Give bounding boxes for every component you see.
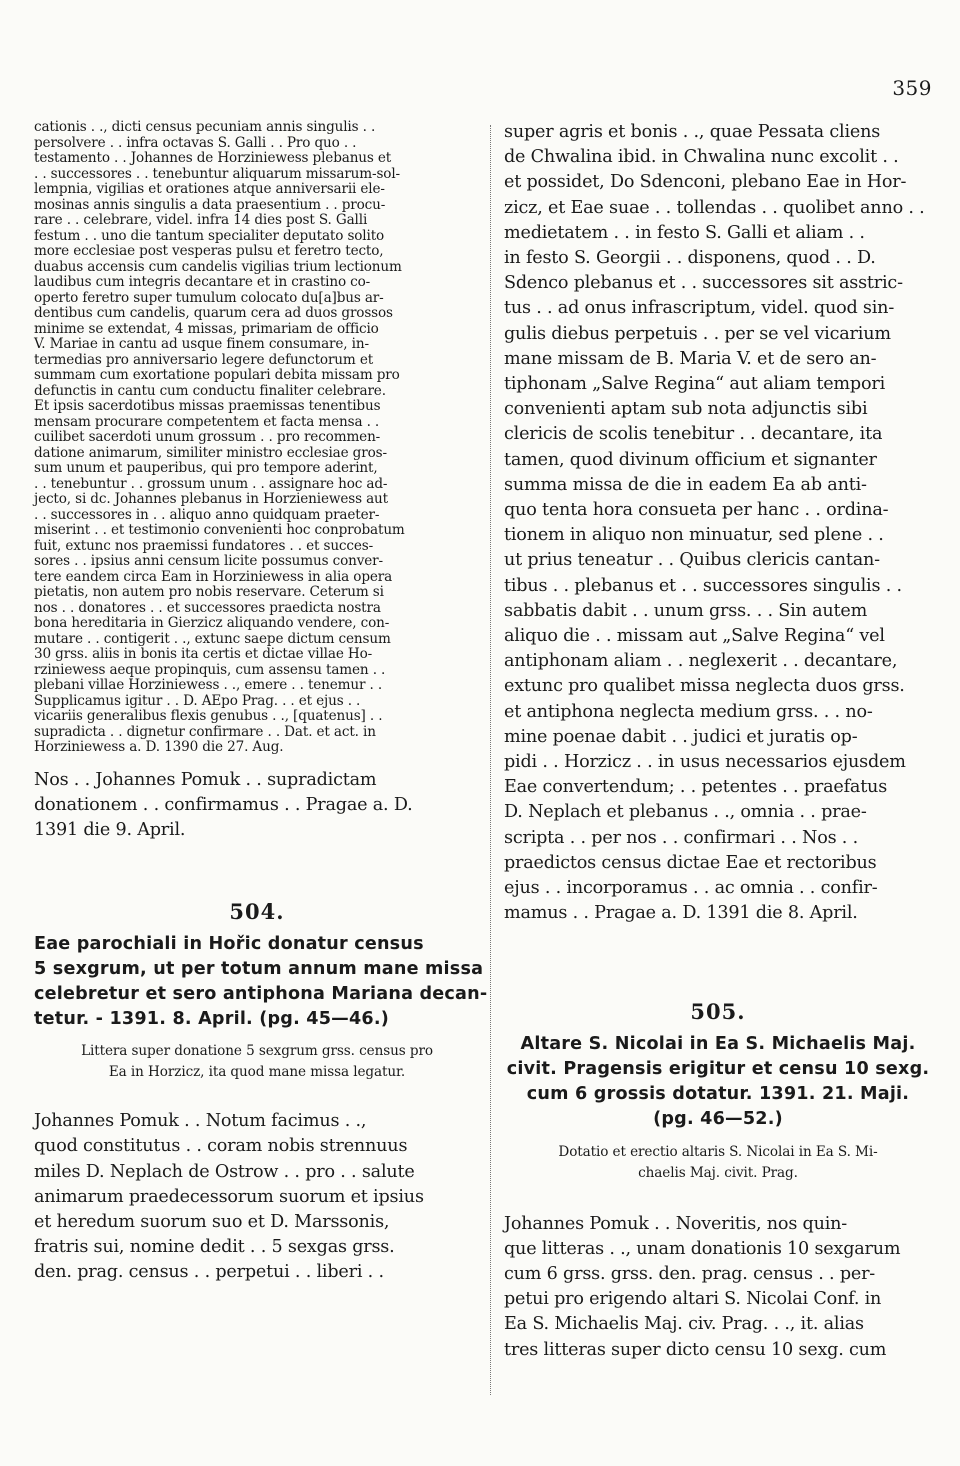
text-line: laudibus cum integris decantare et in crastino co- — [34, 274, 371, 290]
text-line: bona hereditaria in Gierzicz aliquando vendere, con- — [34, 615, 390, 631]
text-line: miles D. Neplach de Ostrow . . pro . . salute — [34, 1161, 415, 1182]
text-line: medietatem . . in festo S. Galli et aliam . . — [504, 222, 865, 243]
text-line: V. Mariae in cantu ad usque finem consumare, in- — [34, 336, 369, 352]
text-line: rare . . celebrare, videl. infra 14 dies post S. Galli — [34, 212, 368, 228]
text-line: jecto, si dc. Johannes plebanus in Horzieniewess aut — [34, 491, 388, 507]
text-line: mane missam de B. Maria V. et de sero an- — [504, 348, 877, 369]
text-line: ejus . . incorporamus . . ac omnia . . confir- — [504, 878, 878, 899]
text-line: animarum praedecessorum suorum et ipsius — [34, 1186, 424, 1207]
page-number: 359 — [892, 76, 932, 100]
column-divider — [490, 125, 491, 1395]
text-line: den. prag. census . . perpetui . . liberi . . — [34, 1262, 384, 1283]
text-line: . . successores in . . aliquo anno quidquam praeter- — [34, 506, 380, 523]
title-line: celebretur et sero antiphona Mariana decan- — [34, 984, 488, 1005]
text-line: Johannes Pomuk . . Notum facimus . ., — [34, 1111, 367, 1132]
text-line: mosinas annis singulis a data praesentium . . procu- — [34, 196, 386, 213]
document-title-504 — [34, 932, 488, 1032]
text-line: gulis diebus perpetuis . . per se vel vicarium — [504, 323, 891, 344]
text-line: Eae convertendum; . . petentes . . praefatus — [504, 777, 888, 798]
text-line: mutare . . contigerit . ., extunc saepe dictum censum — [34, 630, 391, 647]
text-line: mamus . . Pragae a. D. 1391 die 8. April. — [504, 903, 858, 924]
text-line: que litteras . ., unam donationis 10 sexgarum — [504, 1238, 901, 1259]
text-line: pietatis, non autem pro nobis reservare. Ceterum si — [34, 584, 384, 600]
text-line: scripta . . per nos . . confirmari . . Nos . . — [504, 827, 858, 848]
text-line: sabbatis dabit . . unum grss. . . Sin autem — [504, 600, 868, 621]
text-line: mensam procurare competentem et facta mensa . . — [34, 413, 380, 430]
text-line: miserint . . et testimonio convenienti hoc conprobatum — [34, 522, 405, 538]
document-body-504 — [34, 1109, 480, 1285]
text-line: quod constitutus . . coram nobis strennuus — [34, 1136, 408, 1157]
text-line: Et ipsis sacerdotibus missas praemissas tenentibus — [34, 398, 381, 414]
text-line: plebani villae Horziniewess . ., emere . . tenemur . . — [34, 677, 383, 693]
text-line: D. Neplach et plebanus . ., omnia . . prae- — [504, 802, 867, 823]
text-line: Nos . . Johannes Pomuk . . supradictam — [34, 769, 377, 790]
text-line: cationis . ., dicti census pecuniam annis singulis . . — [34, 119, 376, 135]
text-line: tiphonam „Salve Regina“ aut aliam tempori — [504, 374, 886, 395]
title-line: Eae parochiali in Hořic donatur census — [34, 934, 424, 955]
text-line: tibus . . plebanus et . . successores singulis . . — [504, 575, 902, 596]
text-line: operto feretro super tumulum colocato du[a]bus ar- — [34, 289, 384, 306]
text-line: cuilibet sacerdoti unum grossum . . pro recommen- — [34, 429, 381, 445]
right-column — [504, 120, 932, 1363]
text-line: defunctis in cantu cum conductu finaliter celebrare. — [34, 382, 386, 399]
text-line: convenienti aptam sub nota adjunctis sibi — [504, 399, 868, 420]
document-title-505 — [504, 1032, 932, 1132]
text-line: quo tenta hora consueta per hanc . . ordina- — [504, 500, 889, 521]
text-line: pidi . . Horzicz . . in usus necessarios ejusdem — [504, 752, 906, 773]
text-line: sum unum et pauperibus, qui pro tempore aderint, — [34, 460, 378, 476]
text-line: tamen, quod divinum officium et signanter — [504, 449, 877, 470]
text-line: 1391 die 9. April. — [34, 819, 186, 840]
text-line: Sdenco plebanus et . . successores sit asstric- — [504, 273, 903, 294]
title-line: (pg. 46—52.) — [653, 1108, 783, 1129]
title-line: Altare S. Nicolai in Ea S. Michaelis Maj. — [520, 1033, 916, 1054]
text-line: in festo S. Georgii . . disponens, quod . . D. — [504, 248, 876, 269]
text-line: persolvere . . infra octavas S. Galli . . Pro quo . . — [34, 134, 357, 151]
text-line: nos . . donatores . . et successores praedicta nostra — [34, 599, 381, 616]
text-line: tionem in aliquo non minuatur, sed plene . . — [504, 525, 884, 546]
text-line: super agris et bonis . ., quae Pessata cliens — [504, 122, 881, 142]
text-line: summa missa de die in eadem Ea ab anti- — [504, 474, 867, 495]
text-line: Horziniewess a. D. 1390 die 27. Aug. — [34, 739, 284, 755]
text-line: zicz, et Eae suae . . tollendas . . quolibet anno . . — [504, 197, 925, 218]
text-line: rziniewess aeque propinquis, cum assensu tamen . . — [34, 661, 386, 678]
text-line: tus . . ad onus infrascriptum, videl. quod sin- — [504, 298, 895, 319]
left-column — [34, 119, 488, 1286]
text-line: antiphonam aliam . . neglexerit . . decantare, — [504, 651, 898, 672]
confirmation-text — [34, 768, 480, 844]
text-line: ut prius teneatur . . Quibus clericis cantan- — [504, 550, 880, 571]
text-line: cum 6 grss. grss. den. prag. census . . per- — [504, 1263, 876, 1284]
title-line: cum 6 grossis dotatur. 1391. 21. Maji. — [526, 1083, 910, 1104]
text-line: 30 grss. aliis in bonis ita certis et dictae villae Ho- — [34, 646, 373, 662]
text-line: et antiphona neglecta medium grss. . . no- — [504, 701, 873, 722]
text-line: lempnia, vigilias et orationes atque anniversarii ele- — [34, 181, 385, 197]
regest-line: Dotatio et erectio altaris S. Nicolai in Ea S. Mi- — [558, 1143, 878, 1160]
regest-505 — [504, 1142, 932, 1184]
text-line: termedias pro anniversario legere defunctorum et — [34, 351, 374, 368]
regest-504 — [34, 1041, 480, 1083]
text-line: de Chwalina ibid. in Chwalina nunc excolit . . — [504, 147, 899, 168]
text-line: praedictos census dictae Eae et rectoribus — [504, 852, 877, 873]
text-line: vicariis generalibus flexis genubus . ., [quatenus] . . — [34, 708, 383, 724]
title-line: civit. Pragensis erigitur et censu 10 sexg. — [506, 1058, 930, 1079]
text-line: . . tenebuntur . . grossum unum . . assignare hoc ad- — [34, 475, 388, 492]
text-line: duabus accensis cum candelis vigilias trium lectionum — [34, 258, 402, 275]
text-line: Johannes Pomuk . . Noveritis, nos quin- — [504, 1213, 848, 1234]
text-line: tres litteras super dicto censu 10 sexg. cum — [504, 1339, 887, 1360]
text-line: clericis de scolis tenebitur . . decantare, ita — [504, 424, 883, 445]
text-line: more ecclesiae post vesperas pulsu et feretro tecto, — [34, 243, 384, 259]
right-continuation-text — [504, 120, 932, 927]
text-line: minime se extendat, 4 missas, primariam de officio — [34, 320, 379, 337]
text-line: testamento . . Johannes de Horziniewess plebanus et — [34, 150, 392, 166]
left-continuation-text — [34, 120, 480, 756]
text-line: donationem . . confirmamus . . Pragae a. D. — [34, 794, 413, 815]
text-line: supradicta . . dignetur confirmare . . Dat. et act. in — [34, 723, 376, 740]
document-number-505: 505. — [690, 998, 746, 1024]
text-line: fuit, extunc nos praemissi fundatores . . et succes- — [34, 537, 374, 554]
regest-line: chaelis Maj. civit. Prag. — [638, 1164, 798, 1181]
text-line: fratris sui, nomine dedit . . 5 sexgas grss. — [34, 1237, 395, 1258]
text-line: petui pro erigendo altari S. Nicolai Conf. in — [504, 1289, 882, 1310]
text-line: extunc pro qualibet missa neglecta duos grss. — [504, 676, 905, 697]
regest-line: Littera super donatione 5 sexgrum grss. census pro — [81, 1043, 433, 1060]
text-line: . . successores . . tenebuntur aliquarum missarum-sol- — [34, 165, 400, 182]
text-line: tere eandem circa Eam in Horziniewess in alia opera — [34, 568, 393, 585]
title-line: tetur. - 1391. 8. April. (pg. 45—46.) — [34, 1009, 389, 1030]
text-line: et heredum suorum suo et D. Marssonis, — [34, 1211, 390, 1232]
text-line: datione animarum, similiter ministro ecclesiae gros- — [34, 444, 387, 461]
regest-line: Ea in Horzicz, ita quod mane missa legatur. — [108, 1064, 406, 1081]
text-line: mine poenae dabit . . judici et juratis op- — [504, 726, 858, 747]
title-line: 5 sexgrum, ut per totum annum mane missa — [34, 959, 484, 980]
text-line: dentibus cum candelis, quarum cera ad duos grossos — [34, 305, 393, 321]
text-line: Ea S. Michaelis Maj. civ. Prag. . ., it. alias — [504, 1314, 864, 1335]
text-line: festum . . uno die tantum specialiter deputato solito — [34, 227, 385, 244]
text-line: sores . . ipsius anni censum licite possumus conver- — [34, 553, 383, 569]
document-number-504: 504. — [229, 899, 285, 925]
text-line: Supplicamus igitur . . D. AEpo Prag. . . et ejus . . — [34, 692, 361, 709]
document-body-505 — [504, 1212, 932, 1363]
text-line: summam cum exortatione populari debita missam pro — [34, 367, 400, 383]
text-line: et possidet, Do Sdenconi, plebano Eae in Hor- — [504, 172, 907, 193]
text-line: aliquo die . . missam aut „Salve Regina“ vel — [504, 626, 885, 647]
